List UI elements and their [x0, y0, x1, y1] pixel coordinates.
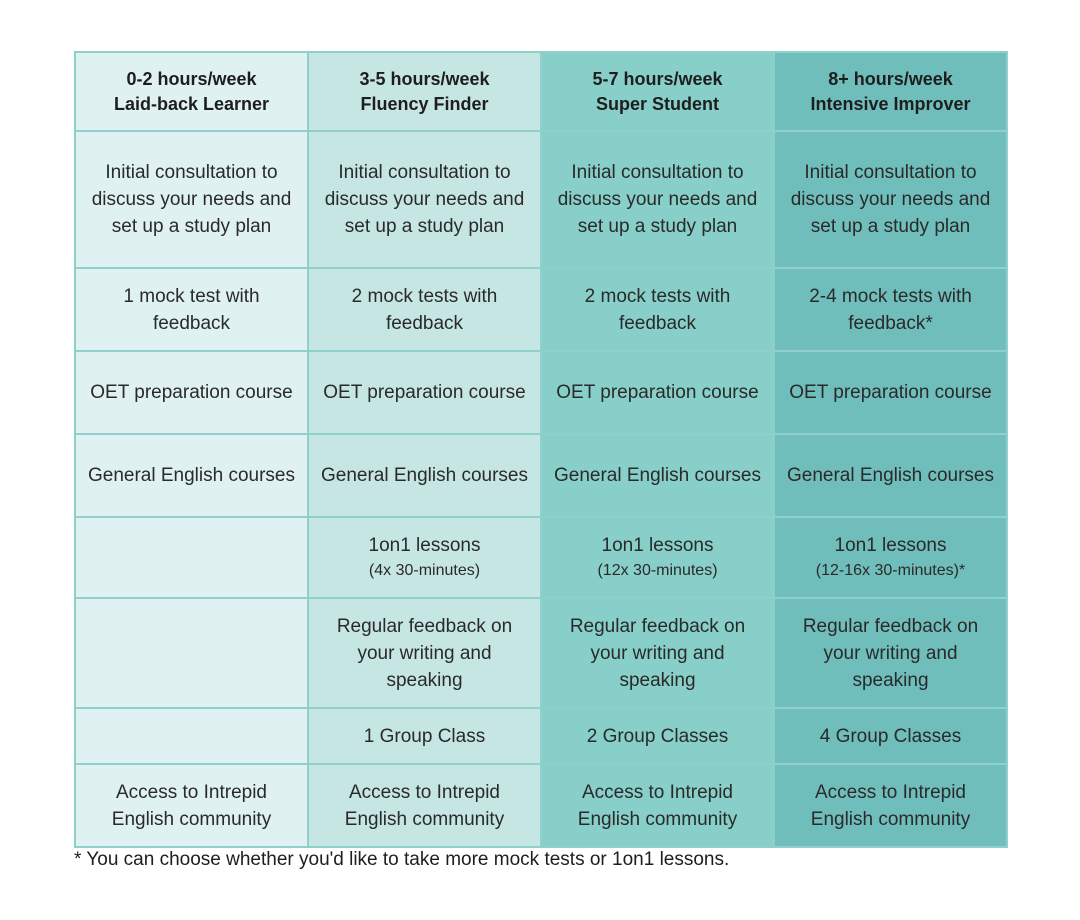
- header-row: [75, 52, 1007, 131]
- plan-header-intensive-improver: [774, 52, 1007, 131]
- plan-comparison-table: [74, 51, 1008, 848]
- plan-name: Super Student: [595, 93, 719, 114]
- table-row-regular-feedback: [75, 598, 1007, 708]
- table-cell: OET preparation course: [75, 351, 308, 434]
- table-cell: 2 Group Classes: [541, 708, 774, 764]
- table-cell: Regular feedback on your writing and speaking: [541, 598, 774, 708]
- table-row-general-english: [75, 434, 1007, 517]
- plan-header-laid-back-learner: [75, 52, 308, 131]
- cell-sub-text: (12x 30-minutes): [597, 562, 718, 579]
- table-cell: [541, 517, 774, 598]
- table-cell: Regular feedback on your writing and speaking: [774, 598, 1007, 708]
- plan-hours: 0-2 hours/week: [126, 68, 257, 89]
- plan-hours: 3-5 hours/week: [359, 68, 490, 89]
- table-row-community-access: [75, 764, 1007, 847]
- table-cell: OET preparation course: [541, 351, 774, 434]
- table-cell: OET preparation course: [308, 351, 541, 434]
- plan-hours: 8+ hours/week: [828, 68, 953, 89]
- plan-name: Fluency Finder: [360, 93, 489, 114]
- plan-hours: 5-7 hours/week: [592, 68, 723, 89]
- table-cell: General English courses: [774, 434, 1007, 517]
- table-cell: General English courses: [541, 434, 774, 517]
- table-cell: Initial consultation to discuss your needs and set up a study plan: [75, 131, 308, 268]
- table-cell: [308, 517, 541, 598]
- table-cell: General English courses: [308, 434, 541, 517]
- cell-sub-text: (4x 30-minutes): [368, 562, 481, 579]
- table-cell-empty: [75, 708, 308, 764]
- table-cell: 4 Group Classes: [774, 708, 1007, 764]
- plan-name: Laid-back Learner: [113, 93, 270, 114]
- table-row-consultation: [75, 131, 1007, 268]
- table-cell: Access to Intrepid English community: [308, 764, 541, 847]
- table-cell: Access to Intrepid English community: [774, 764, 1007, 847]
- table-row-oet-course: [75, 351, 1007, 434]
- table-cell: 1 Group Class: [308, 708, 541, 764]
- table-cell: 2-4 mock tests with feedback*: [774, 268, 1007, 351]
- plan-header-fluency-finder: [308, 52, 541, 131]
- table-cell: Initial consultation to discuss your needs and set up a study plan: [774, 131, 1007, 268]
- table-row-mock-tests: [75, 268, 1007, 351]
- cell-sub-text: (12-16x 30-minutes)*: [815, 562, 966, 579]
- table-cell: Access to Intrepid English community: [75, 764, 308, 847]
- table-cell: Initial consultation to discuss your needs and set up a study plan: [541, 131, 774, 268]
- table-cell: Initial consultation to discuss your needs and set up a study plan: [308, 131, 541, 268]
- table-cell: OET preparation course: [774, 351, 1007, 434]
- table-cell: 2 mock tests with feedback: [541, 268, 774, 351]
- cell-main-text: 1on1 lessons: [368, 535, 481, 556]
- table-row-group-classes: [75, 708, 1007, 764]
- table-cell-empty: [75, 517, 308, 598]
- plan-name: Intensive Improver: [810, 93, 971, 114]
- table-cell: 1 mock test with feedback: [75, 268, 308, 351]
- table-row-1on1-lessons: [75, 517, 1007, 598]
- table-cell: 2 mock tests with feedback: [308, 268, 541, 351]
- table-cell-empty: [75, 598, 308, 708]
- table-cell: [774, 517, 1007, 598]
- table-cell: Regular feedback on your writing and speaking: [308, 598, 541, 708]
- table-cell: General English courses: [75, 434, 308, 517]
- plan-header-super-student: [541, 52, 774, 131]
- cell-main-text: 1on1 lessons: [834, 535, 947, 556]
- footnote: * You can choose whether you'd like to take more mock tests or 1on1 lessons.: [74, 849, 730, 870]
- table-cell: Access to Intrepid English community: [541, 764, 774, 847]
- cell-main-text: 1on1 lessons: [601, 535, 714, 556]
